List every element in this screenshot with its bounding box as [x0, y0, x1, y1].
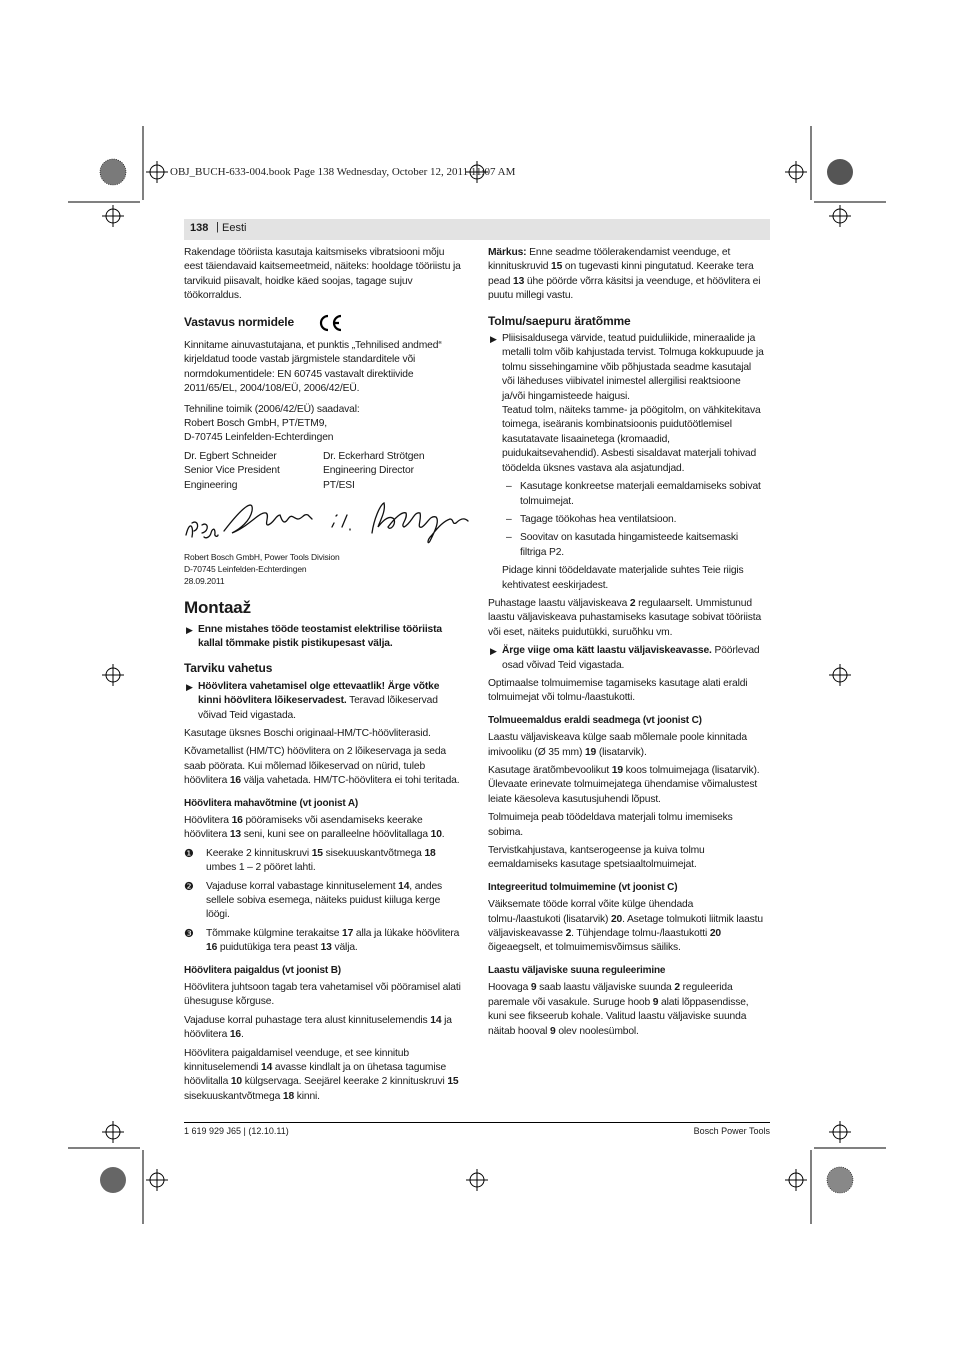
- arrow-bullet-icon: ▶: [186, 624, 193, 635]
- arrow-bullet-icon: ▶: [186, 681, 193, 692]
- dust-warning: ▶ Pliisisaldusega värvide, teatud puiduliikide, mineraalide ja metalli tolm võib kahjustada tervist. Tolmuga kokkupuude ja tolmu sissehingamine võib põhjustada seadme kasutajal või läheduses viibivatel inimestel allergilisi reaktsioone ja/või hingamisteede haigusi.: [490, 333, 764, 402]
- manufacturer-address: Robert Bosch GmbH, Power Tools Division D-70745 Leinfelden-Echterdingen 28.09.2011: [184, 552, 340, 587]
- step-number-3: ❸: [184, 927, 194, 940]
- step-number-1: ❶: [184, 847, 194, 860]
- install-p1: Höövlitera juhtsoon tagab tera vahetamisel või pööramisel alati ühesuguse kõrguse.: [184, 982, 461, 1008]
- ext-p1: Laastu väljaviskeava külge saab mõlemale poole kinnitada imivooliku (Ø 35 mm) 19 (lisatarvik).: [488, 732, 747, 758]
- arrow-bullet-icon: ▶: [490, 334, 497, 345]
- montage-warning: ▶ Enne mistahes tööde teostamist elektrilise tööriista kallal tõmmake pistik pistikupesast välja.: [186, 623, 442, 649]
- page-language: Eesti: [222, 222, 247, 234]
- header-separator: |: [216, 221, 219, 233]
- original-blades-note: Kasutage üksnes Boschi originaal-HM/TC-höövliterasid.: [184, 727, 431, 739]
- signatory-1: Dr. Egbert Schneider Senior Vice President Engineering: [184, 450, 280, 491]
- clean-opening: Puhastage laastu väljaviskeava 2 regulaarselt. Ummistunud laastu väljaviskeava puhastamiseks kasutage sobivat tööriista või eset, näiteks puidutükki, suruõhku vm.: [488, 597, 762, 638]
- handwritten-signatures: [184, 497, 462, 547]
- blade-removal-intro: Höövlitera 16 pööramiseks või asendamiseks keerake höövlitera 13 seni, kuni see on paralleelne höövlitallaga 10.: [184, 814, 445, 841]
- hand-warning: ▶ Ärge viige oma kätt laastu väljaviskeavasse. Pöörlevad osad võivad Teid vigastada.: [490, 645, 760, 671]
- blade-install-heading: Höövlitera paigaldus (vt joonist B): [184, 964, 341, 976]
- dust-dash-1: – Kasutage konkreetse materjali eemaldamiseks sobivat tolmuimejat.: [506, 481, 761, 507]
- signatories: [184, 450, 462, 493]
- dir-p1: Hoovaga 9 saab laastu väljaviske suunda 2 reguleerida paremale või vasakule. Suruge hoob 9 alati lõppasendisse, kuni see fikseerub kohale. Valitud laastu väljaviske suunda näitab hooval 9 olev noolesümbol.: [488, 982, 749, 1037]
- removal-step-1: ❶ Keerake 2 kinnituskruvi 15 sisekuuskantvõtmega 18 umbes 1 – 2 pööret lahti.: [184, 847, 436, 874]
- footer-doc-number: 1 619 929 J65 | (12.10.11): [184, 1126, 289, 1136]
- page-number: 138: [190, 222, 209, 234]
- ext-p3: Tolmuimeja peab töödeldava materjali tolmu imemiseks sobima.: [488, 812, 733, 838]
- tool-change-heading: Tarviku vahetus: [184, 661, 273, 676]
- install-p2: Vajaduse korral puhastage tera alust kinnituselemendis 14 ja höövlitera 16.: [184, 1014, 452, 1041]
- print-header: OBJ_BUCH-633-004.book Page 138 Wednesday, October 12, 2011 11:07 AM: [170, 166, 516, 178]
- dust-rules: Pidage kinni töödeldavate materjalide suhtes Teie riigis kehtivatest eeskirjadest.: [502, 565, 744, 591]
- optimal-extraction: Optimaalse tolmuimemise tagamiseks kasutage alati eraldi tolmuimejat või tolmu-/laastukotti.: [488, 677, 748, 704]
- removal-step-2: ❷ Vajaduse korral vabastage kinnituselement 14, andes sellele sobiva esemega, näiteks puidust kiiluga kerge löögi.: [184, 880, 443, 921]
- ce-mark-icon: [317, 314, 343, 335]
- blade-change-warning: ▶ Höövlitera vahetamisel olge ettevaatlik! Ärge võtke kinni höövlitera lõikeservadest. Teravad lõikeservad võivad Teid vigastada.: [186, 680, 440, 721]
- note-paragraph: Märkus: Enne seadme töölerakendamist veenduge, et kinnituskruvid 15 on tugevasti kinni pingutatud. Keerake tera pead 13 ühe pöörde võrra käsitsi ja veenduge, et höövlitera ei puutu millegi vastu.: [488, 247, 761, 302]
- blade-removal-heading: Höövlitera mahavõtmine (vt joonist A): [184, 797, 359, 809]
- left-column: [184, 246, 462, 1108]
- footer-rule: [184, 1122, 770, 1123]
- integrated-extraction-heading: Integreeritud tolmuimemine (vt joonist C): [488, 881, 678, 893]
- blade-reversible-note: Kõvametallist (HM/TC) höövlitera on 2 lõikeservaga ja seda saab pöörata. Kui mõlemad lõikeservad on nürid, tuleb höövlitera 16 välja vahetada. HM/TC-höövlitera ei tohi teritada.: [184, 746, 460, 787]
- ejection-direction-heading: Laastu väljaviske suuna reguleerimine: [488, 964, 666, 976]
- external-extraction-heading: Tolmueemaldus eraldi seadmega (vt joonist C): [488, 714, 702, 726]
- right-column: [488, 246, 766, 1043]
- removal-step-3: ❸ Tõmmake külgmine terakaitse 17 alla ja lükake höövlitera 16 puidutükiga tera peast 13 välja.: [184, 927, 460, 954]
- step-number-2: ❷: [184, 880, 194, 893]
- dust-dash-3: – Soovitav on kasutada hingamisteede kaitsemaski filtriga P2.: [506, 532, 739, 558]
- technical-file: Tehniline toimik (2006/42/EÜ) saadaval: Robert Bosch GmbH, PT/ETM9, D-70745 Leinfelden-Echterdingen: [184, 403, 360, 444]
- dust-extraction-heading: Tolmu/saepuru äratõmme: [488, 313, 631, 328]
- dust-warning-cont: Teatud tolm, näiteks tamme- ja pöögitolm, on vähkitekitava toimega, iseäranis kombinatsioonis puidutöötlemisel kasutatavate lisaainetega (kromaadid, puidukaitsevahendid). Asbesti sisaldavat materjali tohivad töödelda üksnes vastava ala asjatundjad.: [502, 405, 761, 474]
- arrow-bullet-icon: ▶: [490, 646, 497, 657]
- conformity-heading: Vastavus normidele: [184, 314, 462, 335]
- vibration-intro: Rakendage tööriista kasutaja kaitsmiseks vibratsiooni mõju eest täiendavaid kaitsemeetmeid, näiteks: hooldage tööriistu ja tarvikuid piisavalt, hoidke käed soojas, tagage sujuv töökorraldus.: [184, 247, 461, 302]
- footer-brand: Bosch Power Tools: [693, 1126, 770, 1136]
- install-p3: Höövlitera paigaldamisel veenduge, et see kinnitub kinnituselemendi 14 avasse kindlalt ja on ühetasa tagumise höövlitalla 10 külgservaga. Seejärel keerake 2 kinnituskruvi 15 sisekuuskantvõtmega 18 kinni.: [184, 1047, 459, 1102]
- ext-p2: Kasutage äratõmbevoolikut 19 koos tolmuimejaga (lisatarvik). Ülevaate erinevate tolmuimejatega ühendamise võimalustest leiate käesoleva kasutusjuhendi lõpust.: [488, 765, 760, 805]
- signatory-2: Dr. Eckerhard Strötgen Engineering Director PT/ESI: [323, 450, 425, 491]
- dust-dash-2: – Tagage töökohas hea ventilatsioon.: [506, 513, 677, 525]
- ext-p4: Tervistkahjustava, kantserogeense ja kuiva tolmu eemaldamiseks kasutage spetsiaaltolmuimejat.: [488, 845, 705, 871]
- int-p1: Väiksemate tööde korral võite külge ühendada tolmu-/laastukoti (lisatarvik) 20. Asetage tolmukoti liitmik laastu väljaviskeavasse 2. Tühjendage tolmu-/laastukotti 20 õigeaegselt, et tolmuimemisvõimsus säiliks.: [488, 899, 763, 954]
- page-header-band: [184, 219, 770, 240]
- montage-heading: Montaaž: [184, 598, 251, 618]
- conformity-text: Kinnitame ainuvastutajana, et punktis „Tehnilised andmed“ kirjeldatud toode vastab järgmistele standarditele või normdokumentidele: EN 60745 vastavalt direktiivide 2011/65/EL, 2004/108/EÜ, 2006/42/EÜ.: [184, 340, 442, 395]
